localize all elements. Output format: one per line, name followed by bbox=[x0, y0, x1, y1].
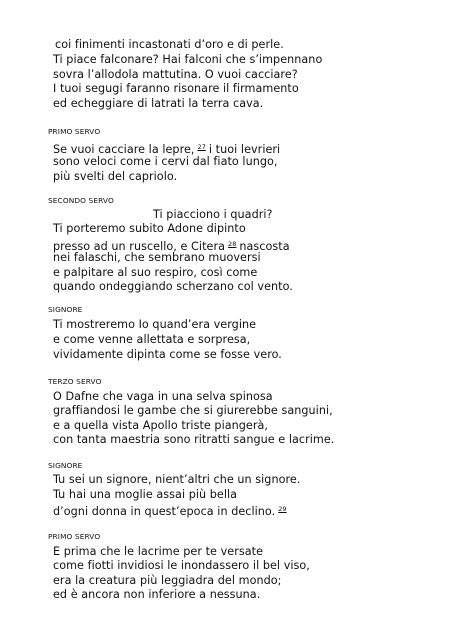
speaker-name: SECONDO SERVO bbox=[48, 196, 114, 205]
verse-line: Ti porteremo subito Adone dipinto bbox=[53, 222, 246, 235]
verse-line: quando ondeggiando scherzano col vento. bbox=[53, 280, 293, 293]
footnote-ref[interactable]: 28 bbox=[228, 240, 237, 248]
verse-line: Tu sei un signore, nient’altri che un signore. bbox=[53, 473, 301, 486]
verse-line: era la creatura più leggiadra del mondo; bbox=[53, 574, 282, 587]
speaker-name: PRIMO SERVO bbox=[48, 532, 101, 541]
verse-line: Tu hai una moglie assai più bella bbox=[53, 488, 238, 501]
verse-text: i tuoi levrieri bbox=[208, 143, 281, 156]
speaker-name: SIGNORE bbox=[48, 305, 83, 314]
verse-line: vividamente dipinta come se fosse vero. bbox=[53, 348, 282, 361]
verse-line: e a quella vista Apollo triste piangerà, bbox=[53, 419, 269, 432]
verse-line: Ti piace falconare? Hai falconi che s’impennano bbox=[53, 53, 323, 66]
footnote-ref[interactable]: 29 bbox=[278, 505, 287, 513]
verse-line: più svelti del capriolo. bbox=[53, 170, 178, 183]
verse-line: sono veloci come i cervi dal fiato lungo, bbox=[53, 155, 278, 168]
verse-line: Ti piacciono i quadri? bbox=[153, 208, 273, 221]
footnote-ref[interactable]: 27 bbox=[197, 143, 206, 151]
verse-text: d’ogni donna in quest’epoca in declino. bbox=[53, 505, 276, 518]
verse-line: Ti mostreremo Io quand’era vergine bbox=[53, 318, 257, 331]
speaker-name: SIGNORE bbox=[48, 461, 83, 470]
verse-line: come fiotti invidiosi le inondassero il bel viso, bbox=[53, 559, 310, 572]
verse-line: nei falaschi, che sembrano muoversi bbox=[53, 251, 261, 264]
verse-line: sovra l’allodola mattutina. O vuoi cacciare? bbox=[53, 68, 298, 81]
verse-line: graffiandosi le gambe che si giurerebbe sanguini, bbox=[53, 404, 333, 417]
verse-text: nascosta bbox=[239, 240, 290, 253]
speaker-name: TERZO SERVO bbox=[48, 377, 102, 386]
verse-line: ed echeggiare di latrati la terra cava. bbox=[53, 97, 264, 110]
verse-line: E prima che le lacrime per te versate bbox=[53, 545, 264, 558]
verse-line: I tuoi segugi faranno risonare il firmamento bbox=[53, 82, 299, 95]
verse-text: Se vuoi cacciare la lepre, bbox=[53, 143, 195, 156]
verse-line: e come venne allettata e sorpresa, bbox=[53, 333, 251, 346]
verse-line: e palpitare al suo respiro, così come bbox=[53, 266, 258, 279]
verse-line: ed è ancora non inferiore a nessuna. bbox=[53, 588, 261, 601]
verse-line: O Dafne che vaga in una selva spinosa bbox=[53, 390, 273, 403]
verse-line: con tanta maestria sono ritratti sangue e lacrime. bbox=[53, 433, 335, 446]
speaker-name: PRIMO SERVO bbox=[48, 127, 101, 136]
verse-text: presso ad un ruscello, e Citera bbox=[53, 240, 226, 253]
verse-line: coi finimenti incastonati d’oro e di perle. bbox=[55, 38, 284, 51]
verse-line bbox=[53, 502, 290, 519]
